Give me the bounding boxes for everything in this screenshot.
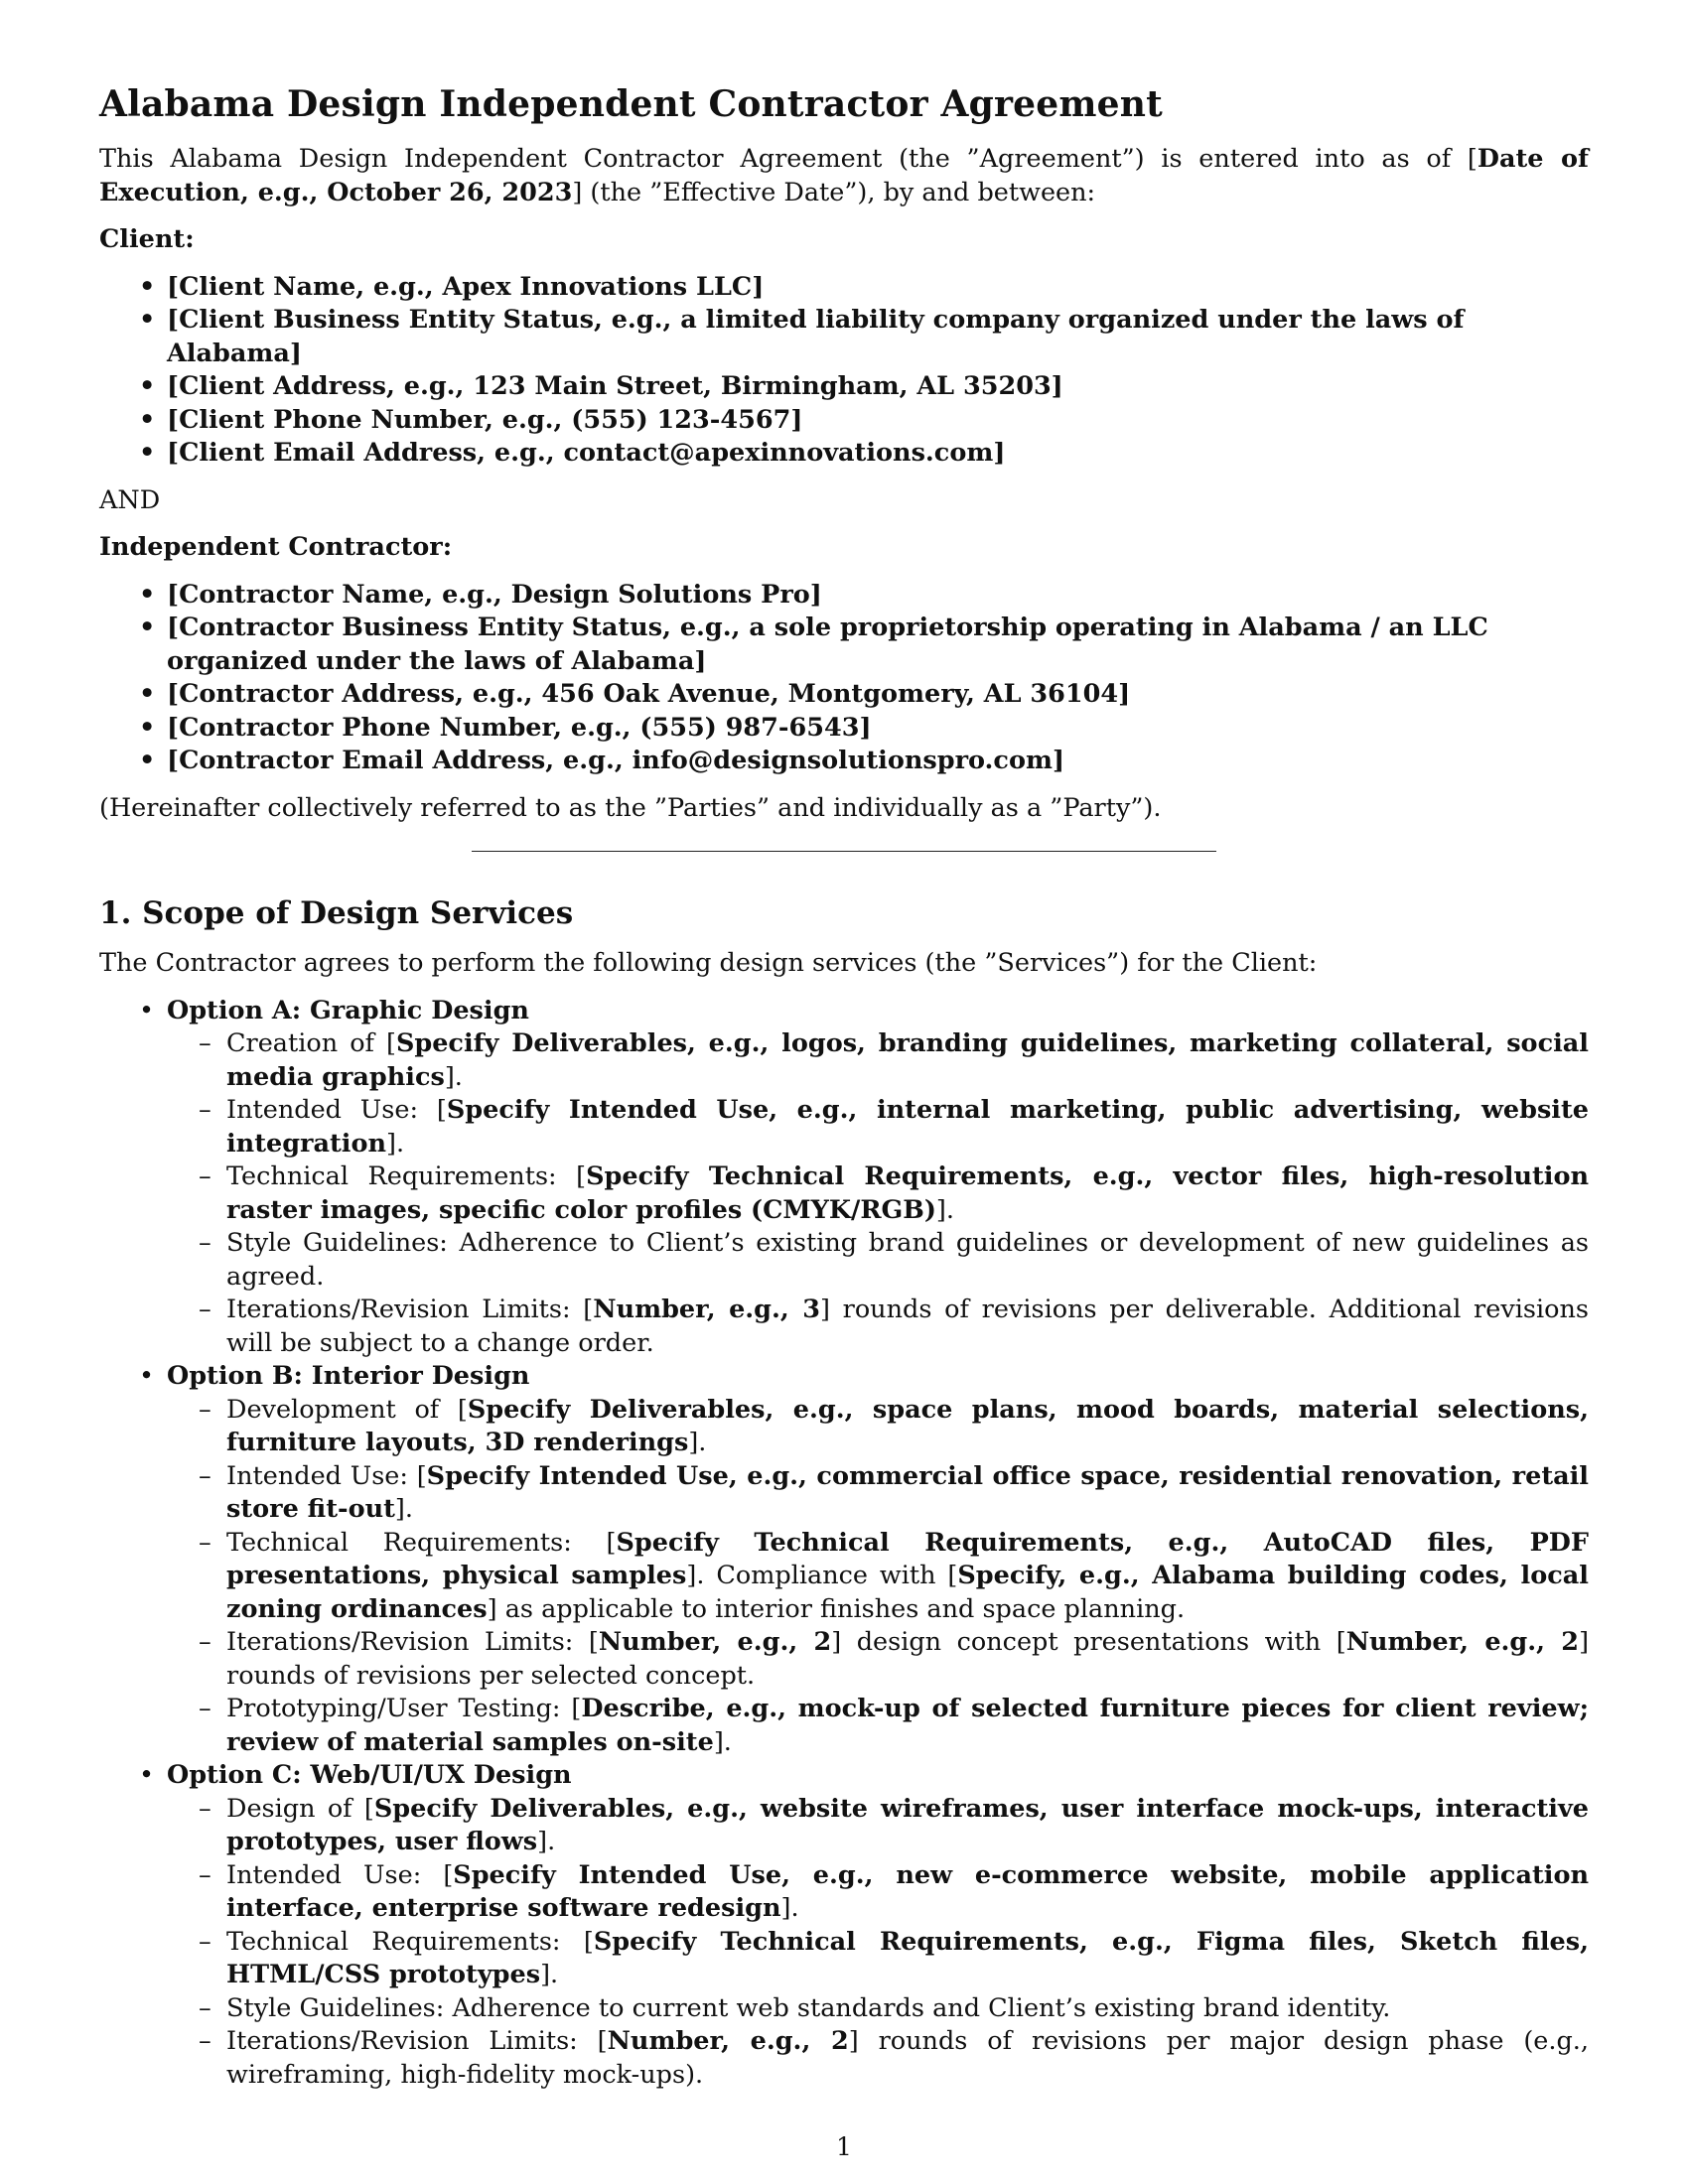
list-item	[226, 1926, 1589, 1992]
client-label: Client:	[99, 224, 195, 254]
parties-definition: (Hereinafter collectively referred to as the ”Parties” and individually as a ”Party”).	[99, 792, 1162, 823]
clause-text: Intended Use: [	[226, 1859, 454, 1890]
clause-text: ].	[688, 1428, 707, 1457]
clause-text: Iterations/Revision Limits: [	[226, 1295, 594, 1324]
list-item	[226, 1094, 1589, 1160]
clause-text: ]. Compliance with [	[686, 1561, 958, 1590]
clause-text: ].	[394, 1494, 413, 1524]
effective-date-placeholder: Date of Execution, e.g., October 26, 2023	[99, 144, 1589, 207]
intro-paragraph	[99, 143, 1589, 209]
clause-text: ].	[780, 1893, 799, 1923]
clause-text: Technical Requirements: [	[226, 1926, 594, 1957]
placeholder-text: Number, e.g., 2	[598, 1627, 832, 1657]
clause-text: ].	[537, 1827, 556, 1856]
clause-text: ] rounds of revisions per deliverable. Additional revisions will be subject to a change order.	[226, 1295, 1589, 1358]
placeholder-text: Specify Deliverables, e.g., logos, branding guidelines, marketing collateral, social media graphics	[226, 1028, 1589, 1092]
placeholder-text: Specify Intended Use, e.g., commercial office space, residential renovation, retail store fit-out	[226, 1460, 1589, 1524]
list-item: • [Contractor Address, e.g., 456 Oak Avenue, Montgomery, AL 36104]	[167, 678, 1589, 712]
services-options-list	[99, 995, 1589, 2093]
clause-text: ].	[386, 1128, 405, 1159]
list-item	[226, 1527, 1589, 1627]
placeholder-text: Specify Intended Use, e.g., new e-commerce website, mobile application interface, enterprise software redesign	[226, 1859, 1589, 1923]
clause-text: Intended Use: [	[226, 1095, 447, 1125]
clause-text: Prototyping/User Testing: [	[226, 1694, 582, 1723]
list-item	[226, 1227, 1589, 1294]
service-option	[167, 1759, 1589, 2092]
clause-text: ].	[444, 1061, 463, 1092]
contractor-label: Independent Contractor:	[99, 532, 453, 562]
document-page	[99, 81, 1589, 2106]
service-option	[167, 1360, 1589, 1759]
service-option-title: Option C: Web/UI/UX Design	[167, 1760, 572, 1790]
placeholder-text: Describe, e.g., mock-up of selected furniture pieces for client review; review of material samples on-site	[226, 1694, 1590, 1757]
list-item: • [Contractor Phone Number, e.g., (555) 987-6543]	[167, 712, 1589, 746]
list-item	[226, 1859, 1589, 1926]
placeholder-text: Specify Deliverables, e.g., website wireframes, user interface mock-ups, interactive prototypes, user flows	[226, 1793, 1589, 1856]
list-item	[226, 1160, 1589, 1227]
intro-post: ] (the ”Effective Date”), by and between:	[572, 177, 1096, 207]
contractor-details-list	[99, 579, 1589, 778]
list-item	[226, 1992, 1589, 2026]
clause-text: ].	[540, 1960, 559, 1989]
service-option-details	[167, 1027, 1589, 1360]
placeholder-text: Specify Technical Requirements, e.g., AutoCAD files, PDF presentations, physical samples	[226, 1527, 1590, 1590]
clause-text: Technical Requirements: [	[226, 1527, 617, 1558]
clause-text: ] design concept presentations with [	[831, 1627, 1346, 1657]
service-option	[167, 995, 1589, 1361]
list-item: • [Client Address, e.g., 123 Main Street, Birmingham, AL 35203]	[167, 370, 1589, 404]
clause-text: ] rounds of revisions per selected concept.	[226, 1627, 1590, 1691]
client-details-list	[99, 271, 1589, 471]
list-item: • [Client Email Address, e.g., contact@apexinnovations.com]	[167, 437, 1589, 471]
clause-text: ] rounds of revisions per major design phase (e.g., wireframing, high-fidelity mock-ups).	[226, 2026, 1589, 2090]
clause-text: Design of [	[226, 1793, 374, 1824]
list-item: • [Client Name, e.g., Apex Innovations LLC]	[167, 271, 1589, 305]
list-item	[226, 2025, 1589, 2092]
list-item	[226, 1626, 1589, 1693]
clause-text: Creation of [	[226, 1028, 396, 1058]
list-item	[226, 1294, 1589, 1360]
section-intro: The Contractor agrees to perform the following design services (the ”Services”) for the Client:	[99, 948, 1318, 978]
service-option-title: Option A: Graphic Design	[167, 995, 529, 1025]
placeholder-text: Number, e.g., 3	[593, 1295, 820, 1324]
intro-pre: This Alabama Design Independent Contractor Agreement (the ”Agreement”) is entered into as of [	[99, 144, 1477, 174]
clause-text: Development of [	[226, 1394, 468, 1425]
list-item	[226, 1460, 1589, 1527]
list-item: • [Client Phone Number, e.g., (555) 123-4567]	[167, 404, 1589, 438]
list-item: • [Contractor Email Address, e.g., info@designsolutionspro.com]	[167, 745, 1589, 778]
list-item	[226, 1394, 1589, 1460]
service-option-details	[167, 1394, 1589, 1760]
document-title: Alabama Design Independent Contractor Agreement	[99, 83, 1163, 125]
service-option-details	[167, 1793, 1589, 2093]
list-item: • [Contractor Name, e.g., Design Solutions Pro]	[167, 579, 1589, 613]
clause-text: Iterations/Revision Limits: [	[226, 2026, 608, 2056]
placeholder-text: Specify Deliverables, e.g., space plans, mood boards, material selections, furniture layouts, 3D renderings	[226, 1394, 1589, 1457]
placeholder-text: Specify, e.g., Alabama building codes, local zoning ordinances	[226, 1561, 1589, 1624]
clause-text: ].	[935, 1194, 954, 1225]
list-item: • [Client Business Entity Status, e.g., a limited liability company organized under the laws of Alabama]	[167, 304, 1589, 370]
section-heading: 1. Scope of Design Services	[99, 895, 574, 931]
list-item	[226, 1693, 1589, 1759]
placeholder-text: Number, e.g., 2	[607, 2026, 849, 2056]
placeholder-text: Specify Technical Requirements, e.g., vector files, high-resolution raster images, specific color profiles (CMYK/RGB)	[226, 1161, 1589, 1225]
placeholder-text: Specify Technical Requirements, e.g., Figma files, Sketch files, HTML/CSS prototypes	[226, 1926, 1590, 1989]
clause-text: ].	[713, 1726, 732, 1757]
placeholder-text: Specify Intended Use, e.g., internal marketing, public advertising, website integration	[226, 1095, 1589, 1159]
list-item	[226, 1027, 1589, 1094]
clause-text: Technical Requirements: [	[226, 1161, 587, 1191]
placeholder-text: Number, e.g., 2	[1345, 1627, 1580, 1657]
service-option-title: Option B: Interior Design	[167, 1361, 530, 1391]
page-number: 1	[836, 2132, 852, 2161]
clause-text: Style Guidelines: Adherence to current web standards and Client’s existing brand identity.	[226, 1992, 1391, 2023]
and-separator: AND	[99, 484, 161, 515]
clause-text: Iterations/Revision Limits: [	[226, 1627, 599, 1657]
clause-text: ] as applicable to interior finishes and space planning.	[487, 1593, 1186, 1624]
list-item: • [Contractor Business Entity Status, e.g., a sole proprietorship operating in Alabama / an LLC organized under the laws of Alabama]	[167, 612, 1589, 678]
clause-text: Style Guidelines: Adherence to Client’s existing brand guidelines or development of new guidelines as agreed.	[226, 1228, 1589, 1292]
list-item	[226, 1793, 1589, 1859]
clause-text: Intended Use: [	[226, 1460, 427, 1491]
section-divider	[472, 851, 1216, 852]
